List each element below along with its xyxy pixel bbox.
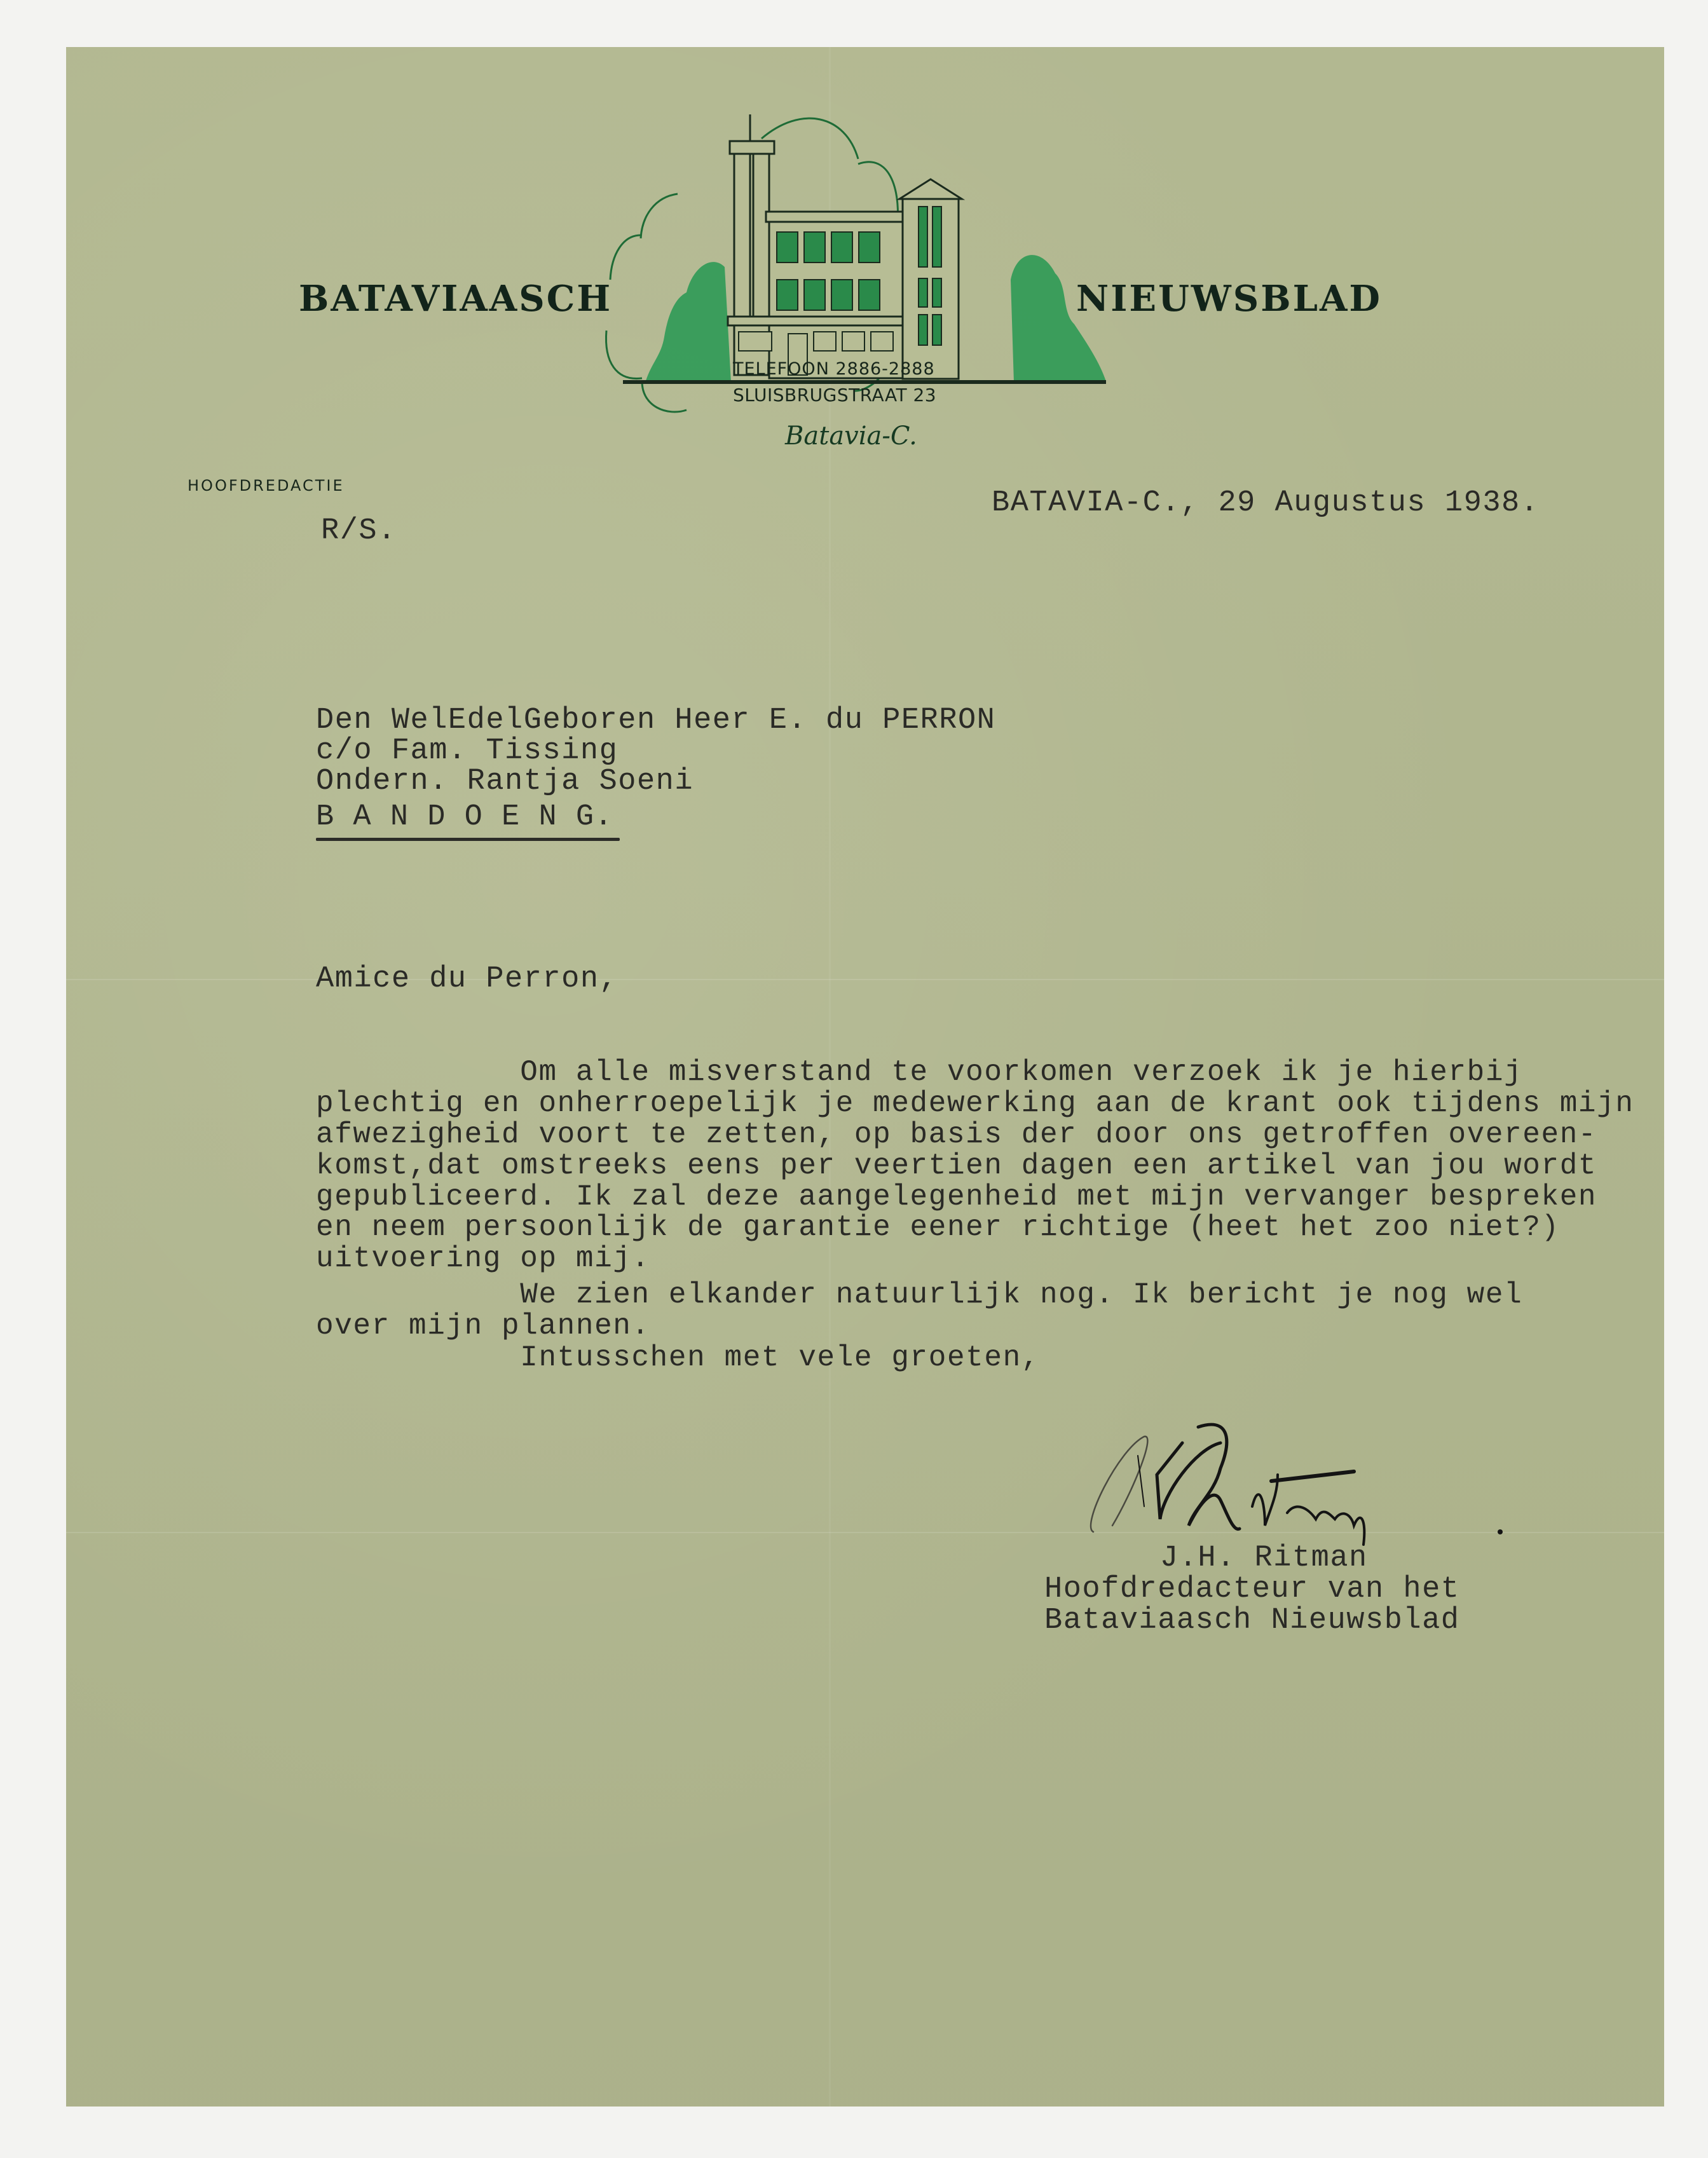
- recipient-line-3: Ondern. Rantja Soeni: [316, 765, 694, 798]
- ground-line: [623, 380, 1106, 384]
- tree-left: [645, 262, 731, 383]
- signatory-title-2: Bataviaasch Nieuwsblad: [1044, 1604, 1460, 1637]
- building-logo: [598, 108, 1144, 464]
- handwritten-signature: [1068, 1398, 1526, 1564]
- phone-number: TELEFOON 2886-2888: [733, 359, 935, 379]
- body-line: gepubliceerd. Ik zal deze aangelegenheid met mijn vervanger bespreken: [316, 1180, 1597, 1213]
- signatory-name: J.H. Ritman: [1160, 1541, 1368, 1575]
- cloud-outline: [762, 118, 858, 159]
- reference-code: R/S.: [321, 514, 397, 548]
- street-address: SLUISBRUGSTRAAT 23: [733, 385, 937, 406]
- body-line: uitvoering op mij.: [316, 1242, 650, 1275]
- fold-line: [66, 979, 1664, 980]
- body-line: Intusschen met vele groeten,: [316, 1341, 1040, 1374]
- city-script: Batavia-C.: [785, 421, 917, 451]
- recipient-city: B A N D O E N G.: [316, 800, 613, 834]
- masthead-right: NIEUWSBLAD: [1076, 278, 1382, 320]
- body-line: Om alle misverstand te voorkomen verzoek ik je hierbij: [316, 1056, 1523, 1089]
- recipient-line-2: c/o Fam. Tissing: [316, 734, 618, 768]
- body-line: plechtig en onherroepelijk je medewerking aan de krant ook tijdens mijn: [316, 1087, 1634, 1120]
- body-line: We zien elkander natuurlijk nog. Ik bericht je nog wel: [316, 1278, 1523, 1311]
- department-label: HOOFDREDACTIE: [188, 477, 345, 495]
- signatory-title-1: Hoofdredacteur van het: [1044, 1573, 1460, 1606]
- masthead-left: BATAVIAASCH: [299, 278, 613, 320]
- body-line: over mijn plannen.: [316, 1309, 650, 1342]
- recipient-line-1: Den WelEdelGeboren Heer E. du PERRON: [316, 704, 996, 737]
- city-underline: [316, 838, 620, 841]
- body-line: en neem persoonlijk de garantie eener richtige (heet het zoo niet?): [316, 1211, 1560, 1244]
- body-line: afwezigheid voort te zetten, op basis der door ons getroffen overeen-: [316, 1118, 1597, 1151]
- tree-right: [1011, 255, 1106, 383]
- body-line: komst,dat omstreeks eens per veertien dagen een artikel van jou wordt: [316, 1149, 1597, 1182]
- date-line: BATAVIA-C., 29 Augustus 1938.: [992, 486, 1540, 520]
- salutation: Amice du Perron,: [316, 962, 618, 996]
